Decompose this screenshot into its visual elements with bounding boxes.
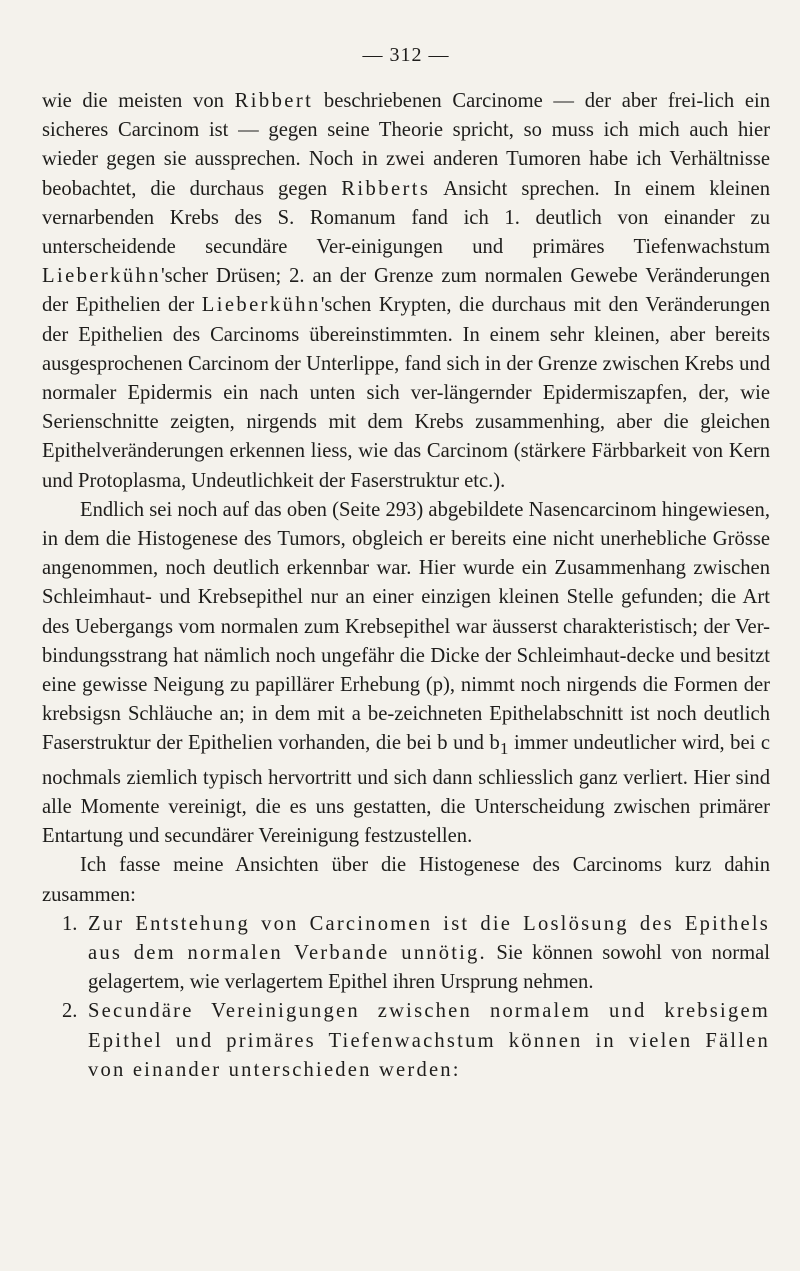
list-item-2 [42,997,770,1085]
text-run: Ich fasse meine Ansichten über die Histogenese des Carcinoms kurz dahin zusammen: [42,854,770,906]
spaced-emphasis: Lieberkühn [201,294,321,317]
text-run: wie die meisten von [42,90,235,112]
text-run: 'schen Krypten, die durchaus mit den Veränderungen der Epithelien des Carcinoms übereinstimmten. In einem sehr kleinen, aber bereits ausgesprochenen Carcinom der Unterlippe, fand sich in der Grenze zwischen Krebs und normaler Epidermis ein nach unten sich ver-längernder Epidermiszapfen, der, wie Serienschnitte zeigten, nirgends mit dem Krebs zusammenhing, aber die gleichen Epithelveränderungen erkennen liess, wie das Carcinom (stärkere Färbbarkeit von Kern und Protoplasma, Undeutlichkeit der Faserstruktur etc.). [42,294,770,492]
text-run: 'scher Drüsen; 2. an der Grenze zum normalen Gewebe Veränderungen der Epithelien der [42,265,770,317]
text-run: Endlich sei noch auf das oben (Seite 293) abgebildete Nasencarcinom hingewiesen, in dem die Histogenese des Tumors, obgleich er bereits eine nicht unerhebliche Grösse angenommen, noch deutlich erkennbar war. Hier wurde ein Zusammenhang zwischen Schleimhaut- und Krebsepithel nur an einer einzigen kleinen Stelle gefunden; die Art des Uebergangs vom normalen zum Krebsepithel war äusserst charakteristisch; der Ver-bindungsstrang hat nämlich noch ungefähr die Dicke der Schleimhaut-decke und besitzt eine gewisse Neigung zu papillärer Erhebung (p), nimmt noch nirgends die Formen der krebsigsn Schläuche an; in dem mit a be-zeichneten Epithelabschnitt ist noch deutlich Faserstruktur der Epithelien vorhanden, die bei b und b [42,498,770,755]
paragraph-2 [42,496,770,852]
subscript: 1 [499,739,509,759]
spaced-emphasis: Ribberts [341,177,431,200]
spaced-emphasis: Secundäre Vereinigungen zwischen normalem und krebsigem Epithel und primäres Tiefenwachstum können in vielen Fällen von einander unterschieden werden: [88,1000,770,1081]
paragraph-1 [42,87,770,496]
summary-list [42,910,770,1085]
text-run: Sie können sowohl von normal gelagertem, wie verlagertem Epithel ihren Ursprung nehmen. [88,942,770,994]
list-item-1 [42,910,770,998]
text-run: beschriebenen Carcinome — der aber frei-lich ein sicheres Carcinom ist — gegen seine Theorie spricht, so muss ich mich auch hier wieder gegen sie aussprechen. Noch in zwei anderen Tumoren habe ich Verhältnisse beobachtet, die durchaus gegen [42,90,770,200]
paragraph-3 [42,851,770,909]
spaced-emphasis: Ribbert [234,90,314,112]
body-text [42,87,770,1085]
spaced-emphasis: Zur Entstehung von Carcinomen ist die Loslösung des Epithels aus dem normalen Verbande unnötig. [88,912,770,964]
text-run: immer undeutlicher wird, bei c nochmals ziemlich typisch hervortritt und sich dann schliesslich ganz verliert. Hier sind alle Momente vereinigt, die es uns gestatten, die Unterscheidung zwischen primärer Entartung und secundärer Vereinigung festzustellen. [42,732,771,848]
list-number: 2. [62,1000,78,1023]
list-number: 1. [62,912,78,935]
spaced-emphasis: Lieberkühn [42,265,161,288]
text-run: Ansicht sprechen. In einem kleinen vernarbenden Krebs des S. Romanum fand ich 1. deutlich von einander zu unterscheidende secundäre Ver-einigungen und primäres Tiefenwachstum [42,177,770,259]
page-number: — 312 — [362,44,450,66]
